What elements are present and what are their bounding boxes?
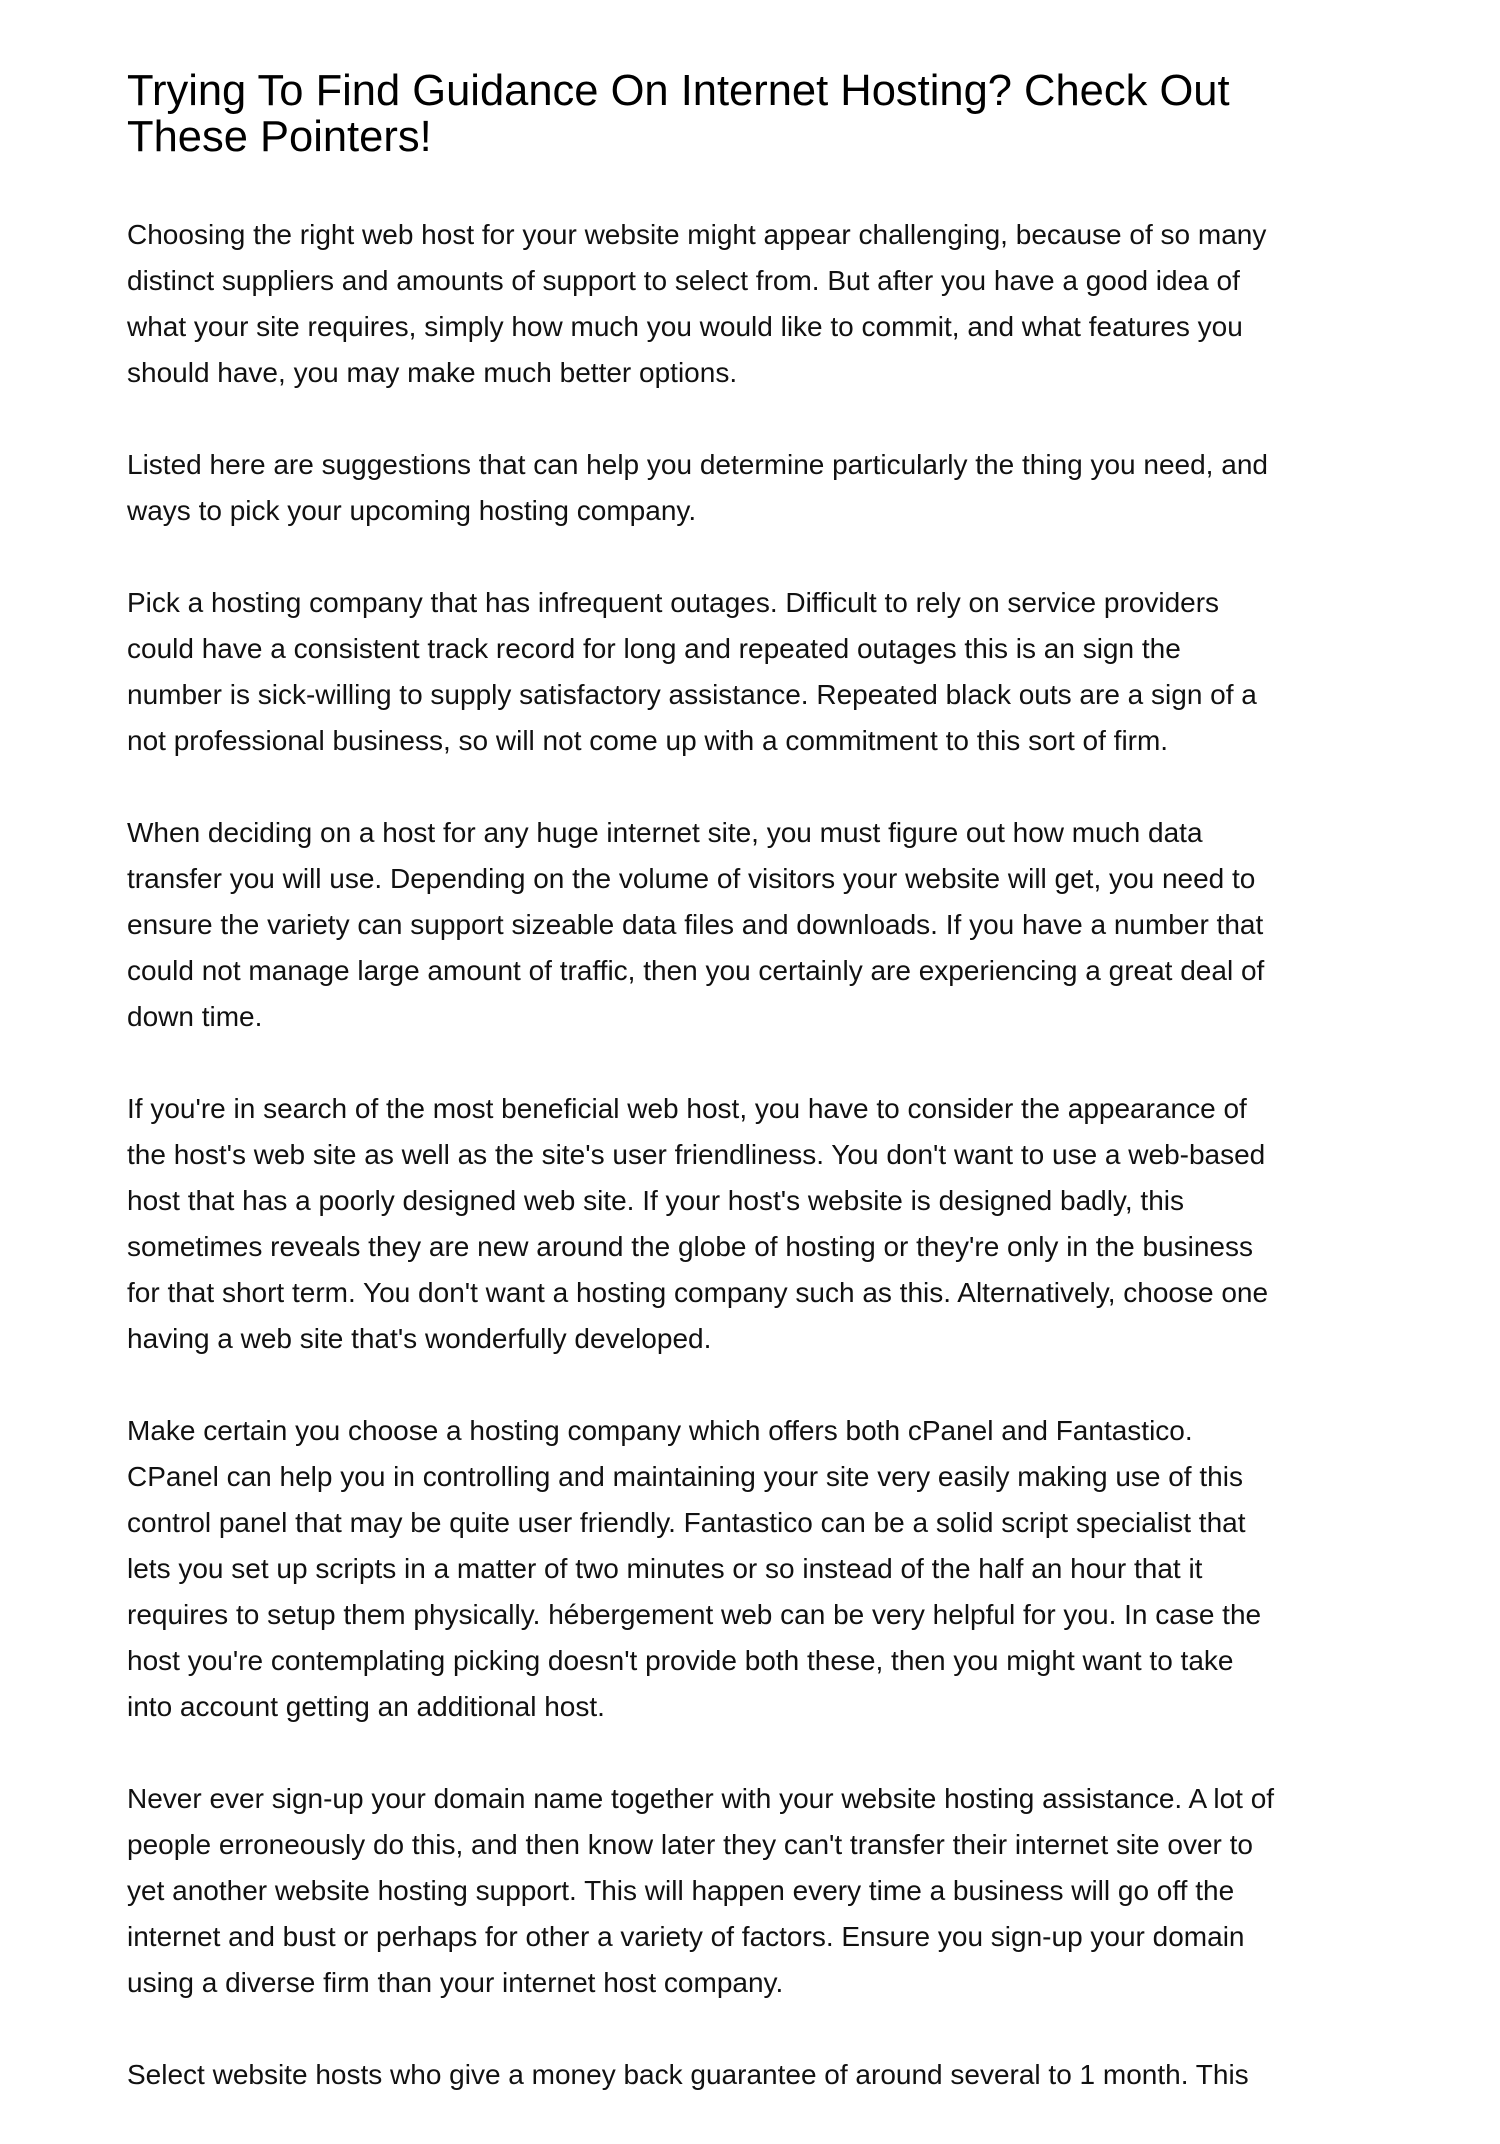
paragraph-line: Choosing the right web host for your website might appear challenging, because of so many	[127, 219, 1267, 250]
paragraph	[127, 212, 1387, 396]
document-title	[127, 68, 1387, 160]
paragraph-line: ensure the variety can support sizeable data files and downloads. If you have a number that	[127, 909, 1264, 940]
paragraph-line: distinct suppliers and amounts of support to select from. But after you have a good idea of	[127, 265, 1240, 296]
title-line: Trying To Find Guidance On Internet Hosting? Check Out	[127, 67, 1230, 115]
paragraph-line: Listed here are suggestions that can help you determine particularly the thing you need, and	[127, 449, 1268, 480]
paragraph-line: could not manage large amount of traffic, then you certainly are experiencing a great deal of	[127, 955, 1265, 986]
paragraph-line: internet and bust or perhaps for other a variety of factors. Ensure you sign-up your domain	[127, 1921, 1245, 1952]
title-line: These Pointers!	[127, 113, 432, 161]
paragraph-line: what your site requires, simply how much you would like to commit, and what features you	[127, 311, 1243, 342]
paragraph-line: transfer you will use. Depending on the volume of visitors your website will get, you need to	[127, 863, 1256, 894]
paragraph-line: number is sick-willing to supply satisfactory assistance. Repeated black outs are a sign of a	[127, 679, 1257, 710]
paragraph-line: down time.	[127, 1001, 263, 1032]
paragraph-line: lets you set up scripts in a matter of two minutes or so instead of the half an hour that it	[127, 1553, 1203, 1584]
paragraph-line: When deciding on a host for any huge internet site, you must figure out how much data	[127, 817, 1203, 848]
paragraph-line: having a web site that's wonderfully developed.	[127, 1323, 712, 1354]
paragraph	[127, 810, 1387, 1040]
paragraph-line: could have a consistent track record for long and repeated outages this is an sign the	[127, 633, 1181, 664]
paragraph	[127, 2052, 1387, 2098]
paragraph	[127, 1408, 1387, 1730]
paragraph-line: Make certain you choose a hosting company which offers both cPanel and Fantastico.	[127, 1415, 1193, 1446]
paragraph-line: the host's web site as well as the site's user friendliness. You don't want to use a web-based	[127, 1139, 1266, 1170]
paragraph-line: CPanel can help you in controlling and maintaining your site very easily making use of this	[127, 1461, 1243, 1492]
paragraph	[127, 1086, 1387, 1362]
paragraph-line: Pick a hosting company that has infrequent outages. Difficult to rely on service providers	[127, 587, 1220, 618]
paragraph-line: Select website hosts who give a money back guarantee of around several to 1 month. This	[127, 2059, 1249, 2090]
paragraph	[127, 1776, 1387, 2006]
document-body	[127, 212, 1387, 2144]
paragraph-line: Never ever sign-up your domain name together with your website hosting assistance. A lot of	[127, 1783, 1275, 1814]
paragraph-line: should have, you may make much better options.	[127, 357, 738, 388]
paragraph	[127, 580, 1387, 764]
paragraph-line: for that short term. You don't want a hosting company such as this. Alternatively, choose one	[127, 1277, 1269, 1308]
paragraph-line: ways to pick your upcoming hosting company.	[127, 495, 697, 526]
paragraph-line: host that has a poorly designed web site. If your host's website is designed badly, this	[127, 1185, 1184, 1216]
paragraph-line: not professional business, so will not come up with a commitment to this sort of firm.	[127, 725, 1169, 756]
paragraph-line: sometimes reveals they are new around the globe of hosting or they're only in the business	[127, 1231, 1253, 1262]
paragraph-line: requires to setup them physically. hébergement web can be very helpful for you. In case the	[127, 1599, 1262, 1630]
paragraph-line: host you're contemplating picking doesn't provide both these, then you might want to take	[127, 1645, 1234, 1676]
paragraph-line: yet another website hosting support. This will happen every time a business will go off the	[127, 1875, 1235, 1906]
paragraph-line: If you're in search of the most beneficial web host, you have to consider the appearance of	[127, 1093, 1247, 1124]
paragraph-line: control panel that may be quite user friendly. Fantastico can be a solid script specialist that	[127, 1507, 1246, 1538]
paragraph-line: people erroneously do this, and then know later they can't transfer their internet site over to	[127, 1829, 1253, 1860]
paragraph	[127, 442, 1387, 534]
paragraph-line: into account getting an additional host.	[127, 1691, 605, 1722]
paragraph-line: using a diverse firm than your internet host company.	[127, 1967, 784, 1998]
